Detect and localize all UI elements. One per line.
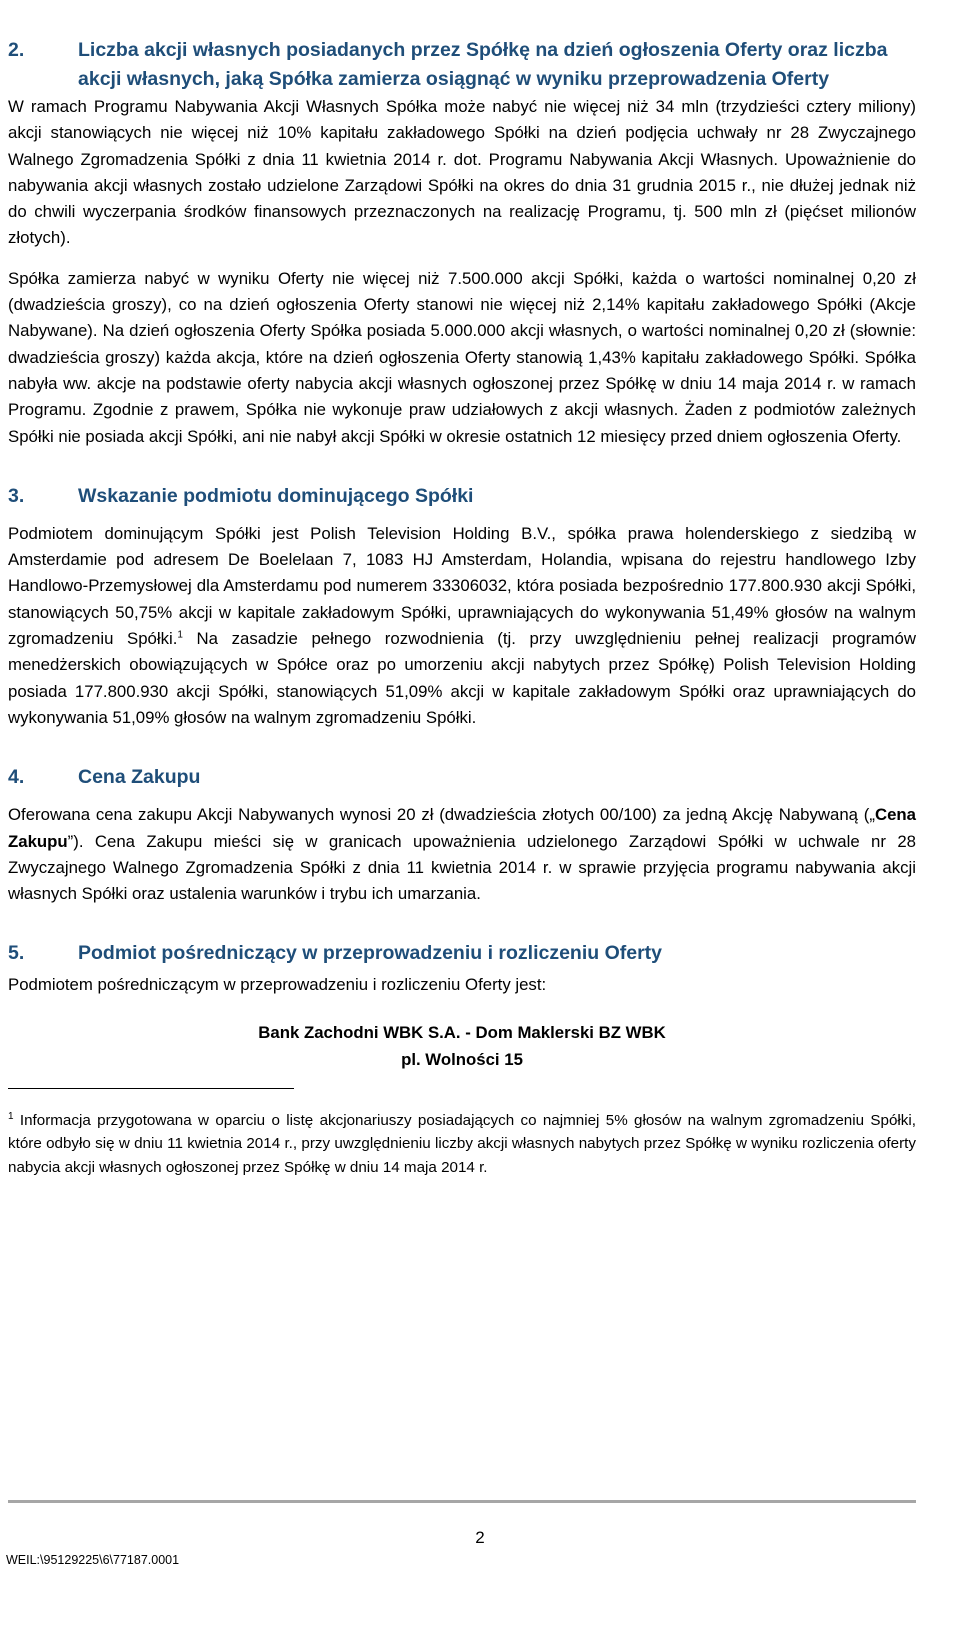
section-5-title: Podmiot pośredniczący w przeprowadzeniu i rozliczeniu Oferty [78,942,663,965]
section-2-heading [8,36,916,94]
section-5-paragraph-1: Podmiotem pośredniczącym w przeprowadzeniu i rozliczeniu Oferty jest: [8,975,547,995]
section-3-heading [8,482,916,511]
section-5-number: 5. [8,942,25,965]
document-id: WEIL:\95129225\6\77187.0001 [6,1553,180,1567]
footnote-marker: 1 [8,1110,14,1122]
section-2-title: Liczba akcji własnych posiadanych przez Spółkę na dzień ogłoszenia Oferty oraz liczba akcji własnych, jaką Spółka zamierza osiągnąć w wyniku przeprowadzenia Oferty [78,39,888,90]
section-2-number: 2. [8,39,25,61]
section-3-title: Wskazanie podmiotu dominującego Spółki [78,484,474,507]
section-4-paragraph-1 [8,802,916,907]
section-2-paragraph-1: W ramach Programu Nabywania Akcji Własnych Spółka może nabyć nie więcej niż 34 mln (trzydzieści cztery miliony) akcji stanowiących nie więcej niż 10% kapitału zakładowego Spółki na dzień podjęcia uchwały nr 28 Zwyczajnego Walnego Zgromadzenia Spółki z dnia 11 kwietnia 2014 r. dot. Programu Nabywania Akcji Własnych. Upoważnienie do nabywania akcji własnych zostało udzielone Zarządowi Spółki na okres do dnia 31 grudnia 2015 r., nie dłużej jednak niż do chwili wyczerpania środków finansowych przeznaczonych na realizację Programu, tj. 500 mln zł (pięćset milionów złotych). [8,97,916,248]
section-4-defined-term: Cena Zakupu [8,805,916,851]
footnote-text: Informacja przygotowana w oparciu o listę akcjonariuszy posiadających co najmniej 5% głosów na walnym zgromadzeniu Spółki, które odbyło się w dniu 11 kwietnia 2014 r., przy uwzględnieniu liczby akcji własnych nabytych przez Spółkę w wyniku rozliczenia oferty nabycia akcji własnych ogłoszonej przez Spółkę w dniu 14 maja 2014 r. [8,1111,916,1176]
footer-divider [8,1500,916,1503]
intermediary-address: pl. Wolności 15 [401,1049,523,1069]
intermediary-name: Bank Zachodni WBK S.A. - Dom Maklerski BZ WBK [258,1022,666,1042]
footnote [8,1109,916,1180]
section-4-number: 4. [8,766,25,789]
section-4-title: Cena Zakupu [78,766,201,789]
section-3-text-b: Na zasadzie pełnego rozwodnienia (tj. przy uwzględnieniu pełnej realizacji programów menedżerskich obowiązujących w Spółce oraz po umorzeniu akcji nabytych przez Spółkę) Polish Television Holding posiada 177.800.930 akcji Spółki, stanowiących 51,09% akcji w kapitale zakładowym Spółki oraz uprawniających do wykonywania 51,09% głosów na walnym zgromadzeniu Spółki. [8,629,916,727]
section-4-text-b: ”). Cena Zakupu mieści się w granicach upoważnienia udzielonego Zarządowi Spółki w uchwale nr 28 Zwyczajnego Walnego Zgromadzenia Spółki z dnia 11 kwietnia 2014 r. w sprawie przyjęcia programu nabywania akcji własnych Spółki oraz ustalenia warunków i trybu ich umarzania. [8,831,916,904]
section-5-heading [8,939,916,968]
section-4-heading [8,763,916,792]
footnote-reference: 1 [177,629,183,641]
section-3-number: 3. [8,484,25,507]
section-4-text-a: Oferowana cena zakupu Akcji Nabywanych wynosi 20 zł (dwadzieścia złotych 00/100) za jedną Akcję Nabywaną („ [8,805,875,825]
document-body [8,36,916,1179]
footnote-separator [8,1088,294,1089]
page-number: 2 [475,1528,485,1547]
section-2-paragraph-2: Spółka zamierza nabyć w wyniku Oferty nie więcej niż 7.500.000 akcji Spółki, każda o wartości nominalnej 0,20 zł (dwadzieścia groszy), co na dzień ogłoszenia Oferty stanowi nie więcej niż 2,14% kapitału zakładowego Spółki (Akcje Nabywane). Na dzień ogłoszenia Oferty Spółka posiada 5.000.000 akcji własnych, o wartości nominalnej 0,20 zł (słownie: dwadzieścia groszy) każda akcja, które na dzień ogłoszenia Oferty stanowią 1,43% kapitału zakładowego Spółki. Spółka nabyła ww. akcje na podstawie oferty nabycia akcji własnych ogłoszonej przez Spółkę w dniu 14 maja 2014 r. w ramach Programu. Zgodnie z prawem, Spółka nie wykonuje praw udziałowych z akcji własnych. Żaden z podmiotów zależnych Spółki nie posiada akcji Spółki, ani nie nabył akcji Spółki w okresie ostatnich 12 miesięcy przed dniem ogłoszenia Oferty. [8,268,916,446]
section-3-paragraph-1 [8,521,916,731]
section-3-text-a: Podmiotem dominującym Spółki jest Polish Television Holding B.V., spółka prawa holenderskiego z siedzibą w Amsterdamie pod adresem De Boelelaan 7, 1083 HJ Amsterdam, Holandia, wpisana do rejestru handlowego Izby Handlowo-Przemysłowej dla Amsterdamu pod numerem 33306032, która posiada bezpośrednio 177.800.930 akcji Spółki, stanowiących 50,75% akcji w kapitale zakładowym Spółki, uprawniających do wykonywania 51,49% głosów na walnym zgromadzeniu Spółki. [8,523,916,649]
